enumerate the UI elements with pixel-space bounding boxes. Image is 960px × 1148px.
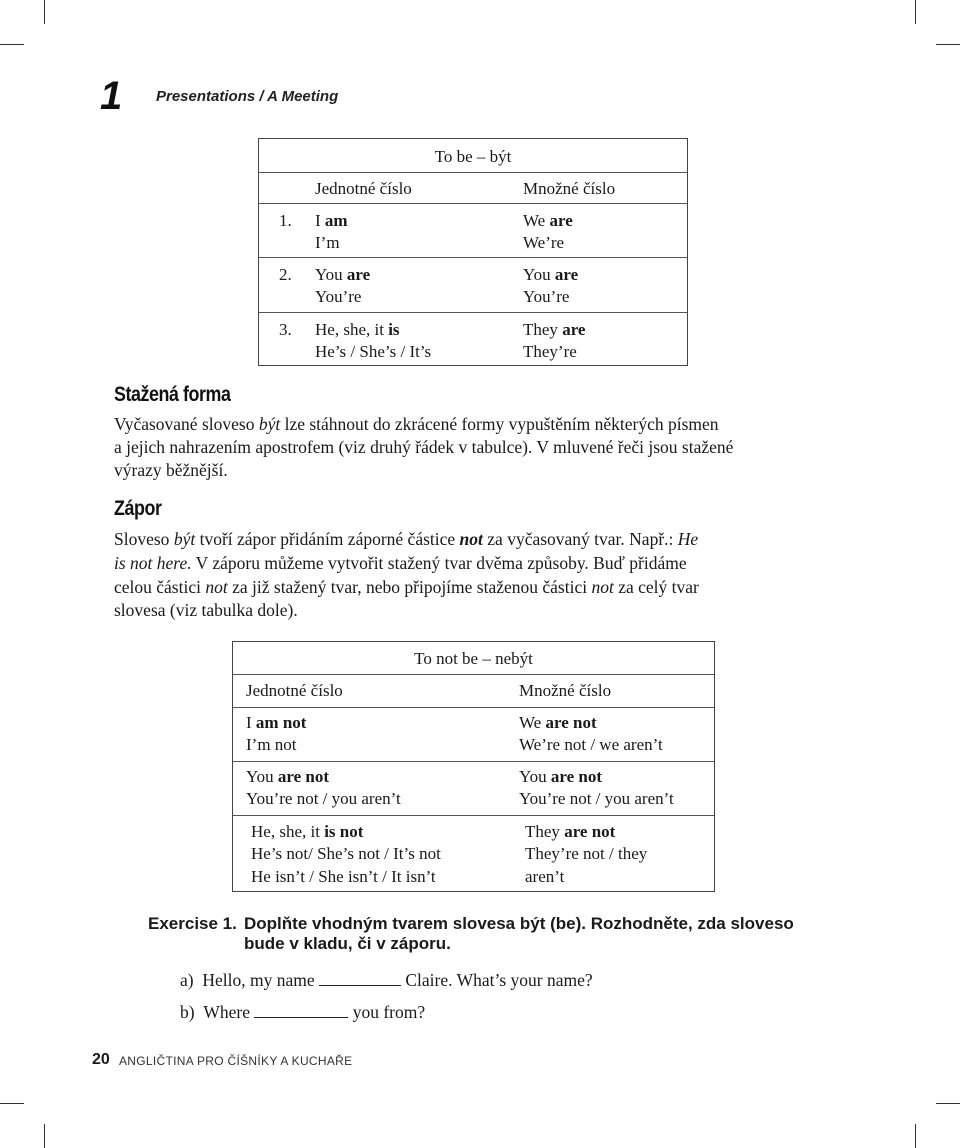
exercise-label: Exercise 1. — [148, 914, 237, 933]
to-not-be-table — [232, 641, 715, 892]
plural-contracted: You’re — [523, 287, 570, 306]
column-header-plural: Množné číslo — [523, 179, 616, 198]
crop-mark — [0, 44, 24, 45]
section-heading: Stažená forma — [114, 383, 231, 406]
row-number: 1. — [279, 211, 292, 230]
crop-mark — [936, 1103, 960, 1104]
page-number: 20 — [92, 1051, 110, 1068]
section-heading: Zápor — [114, 497, 162, 520]
exercise-item-a: a) Hello, my name Claire. What’s your name? — [180, 970, 593, 990]
singular-contracted: You’re not / you aren’t — [246, 789, 401, 808]
crop-mark — [44, 0, 45, 24]
plural-contracted: They’re not / they — [525, 844, 648, 863]
singular-form: He, she, it is — [315, 320, 400, 339]
paragraph-line: výrazy běžnější. — [114, 460, 228, 480]
chapter-title: Presentations / A Meeting — [156, 88, 339, 105]
singular-form: I am not — [246, 713, 307, 732]
column-header-singular: Jednotné číslo — [315, 179, 412, 198]
paragraph-line: Sloveso být tvoří zápor přidáním záporné částice not za vyčasovaný tvar. Např.: He — [114, 529, 699, 549]
exercise-item-b: b) Where you from? — [180, 1002, 426, 1022]
column-header-singular: Jednotné číslo — [246, 681, 343, 700]
row-number: 3. — [279, 320, 292, 339]
to-be-table — [258, 138, 688, 366]
crop-mark — [44, 1124, 45, 1148]
singular-form: You are not — [246, 767, 329, 786]
singular-contracted: He’s / She’s / It’s — [315, 342, 432, 361]
plural-form: We are not — [519, 713, 597, 732]
paragraph-line: slovesa (viz tabulka dole). — [114, 600, 298, 620]
singular-contracted: You’re — [315, 287, 362, 306]
singular-form: You are — [315, 265, 371, 284]
table-title: To not be – nebýt — [414, 649, 533, 668]
plural-contracted: We’re — [523, 233, 565, 252]
book-title: ANGLIČTINA PRO ČÍŠNÍKY A KUCHAŘE — [119, 1054, 353, 1068]
chapter-number: 1 — [100, 74, 122, 118]
singular-contracted: I’m not — [246, 735, 297, 754]
plural-form: We are — [523, 211, 573, 230]
plural-form: They are not — [525, 822, 616, 841]
plural-contracted: They’re — [523, 342, 577, 361]
paragraph-line: celou částici not za již stažený tvar, nebo připojíme staženou částici not za celý tvar — [114, 577, 699, 597]
paragraph-line: is not here. V záporu můžeme vytvořit stažený tvar dvěma způsoby. Buď přidáme — [114, 553, 687, 573]
plural-form: They are — [523, 320, 586, 339]
singular-contracted: I’m — [315, 233, 340, 252]
table-title: To be – být — [434, 147, 512, 166]
singular-contracted: He isn’t / She isn’t / It isn’t — [251, 867, 436, 886]
plural-form: You are not — [519, 767, 602, 786]
crop-mark — [0, 1103, 24, 1104]
row-number: 2. — [279, 265, 292, 284]
singular-form: I am — [315, 211, 348, 230]
singular-form: He, she, it is not — [251, 822, 364, 841]
crop-mark — [936, 44, 960, 45]
paragraph-line: a jejich nahrazením apostrofem (viz druhý řádek v tabulce). V mluvené řeči jsou stažené — [114, 437, 734, 457]
plural-contracted: aren’t — [525, 867, 565, 886]
answer-blank[interactable] — [319, 969, 401, 986]
column-header-plural: Množné číslo — [519, 681, 612, 700]
crop-mark — [915, 0, 916, 24]
crop-mark — [915, 1124, 916, 1148]
answer-blank[interactable] — [254, 1001, 348, 1018]
exercise-instruction: bude v kladu, či v záporu. — [244, 934, 451, 953]
plural-contracted: You’re not / you aren’t — [519, 789, 674, 808]
plural-contracted: We’re not / we aren’t — [519, 735, 663, 754]
exercise-instruction: Doplňte vhodným tvarem slovesa být (be). Rozhodněte, zda sloveso — [244, 914, 794, 933]
singular-contracted: He’s not/ She’s not / It’s not — [251, 844, 441, 863]
plural-form: You are — [523, 265, 579, 284]
paragraph-line: Vyčasované sloveso být lze stáhnout do zkrácené formy vypuštěním některých písmen — [114, 414, 719, 434]
